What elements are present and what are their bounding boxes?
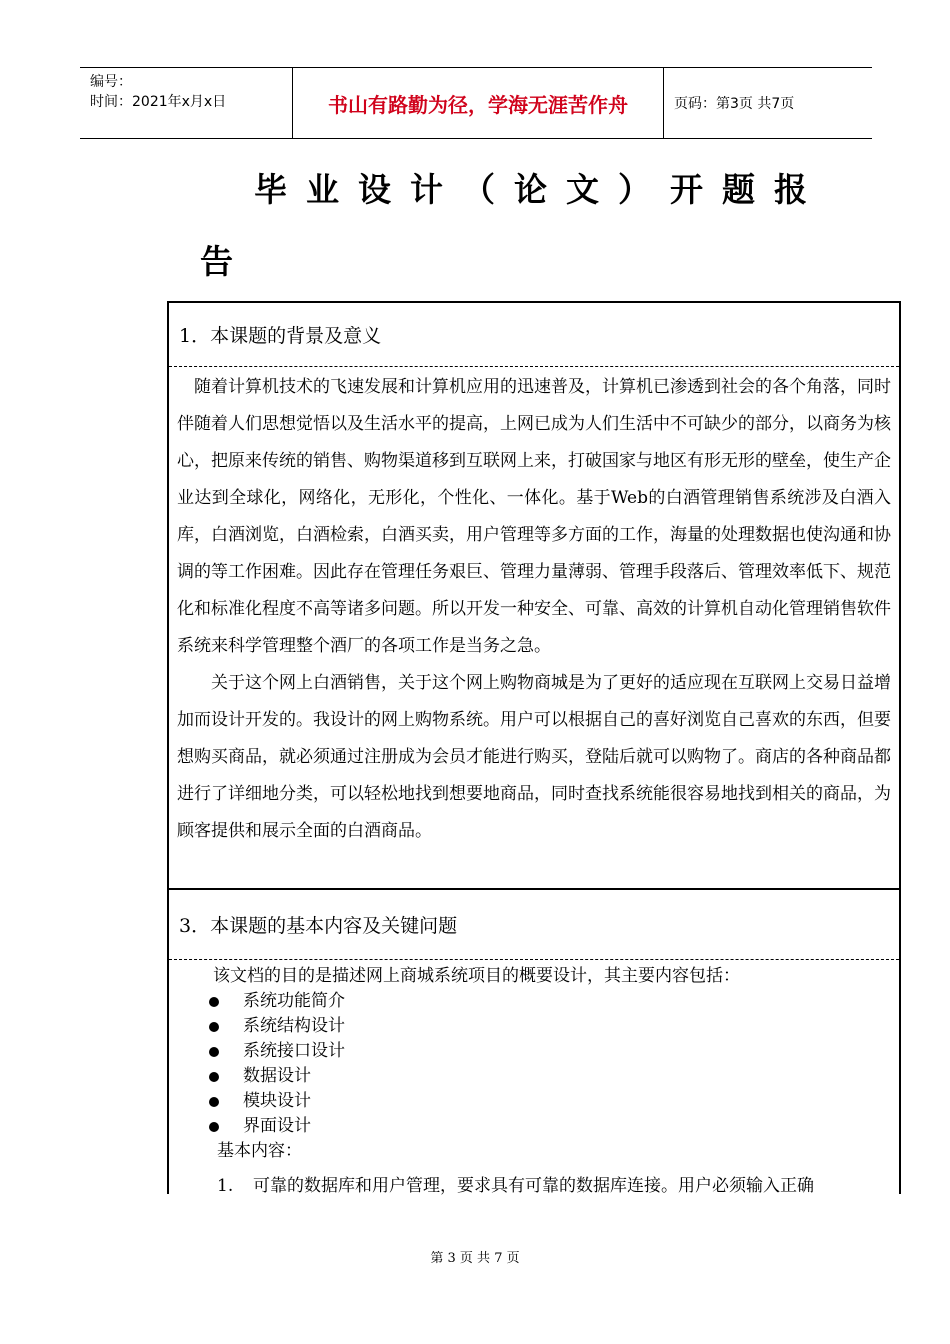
bullet-icon — [209, 1097, 219, 1107]
item-text: 可靠的数据库和用户管理，要求具有可靠的数据库连接。用户必须输入正确 — [253, 1176, 814, 1196]
list-item-label: 系统接口设计 — [243, 1041, 345, 1061]
bullet-icon — [209, 1122, 219, 1132]
section3-intro: 该文档的目的是描述网上商城系统项目的概要设计，其主要内容包括： — [213, 966, 740, 986]
section1-paragraph: 随着计算机技术的飞速发展和计算机应用的迅速普及，计算机已渗透到社会的各个角落，同时伴随着人们思想觉悟以及生活水平的提高，上网已成为人们生活中不可缺少的部分，以商务为核心，把原来传统的销售、购物渠道移到互联网上来，打破国家与地区有形无形的壁垒，使生产企业达到全球化，网络化，无形化，个性化、一体化。基于Web的白酒管理销售系统涉及白酒入库，白酒浏览，白酒检索，白酒买卖，用户管理等多方面的工作，海量的处理数据也使沟通和协调的等工作困难。因此存在管理任务艰巨、管理力量薄弱、管理手段落后、管理效率低下、规范化和标准化程度不高等诸多问题。所以开发一种安全、可靠、高效的计算机自动化管理销售软件系统来科学管理整个酒厂的各项工作是当务之急。 — [177, 377, 891, 656]
section3-heading: 3．本课题的基本内容及关键问题 — [169, 890, 899, 960]
list-item — [169, 1014, 899, 1039]
bullet-icon — [209, 997, 219, 1007]
report-table — [167, 301, 901, 1194]
page-title: 毕业设计（论文）开题报 — [254, 170, 826, 209]
list-item-label: 模块设计 — [243, 1091, 311, 1111]
header-table — [80, 67, 872, 139]
list-item — [169, 1089, 899, 1114]
item-number: 1. — [217, 1176, 234, 1196]
section1-paragraph: 关于这个网上白酒销售，关于这个网上购物商城是为了更好的适应现在互联网上交易日益增加而设计开发的。我设计的网上购物系统。用户可以根据自己的喜好浏览自己喜欢的东西，但要想购买商品，就必须通过注册成为会员才能进行购买，登陆后就可以购物了。商店的各种商品都进行了详细地分类，可以轻松地找到想要地商品，同时查找系统能很容易地找到相关的商品，为顾客提供和展示全面的白酒商品。 — [177, 673, 891, 841]
motto: 书山有路勤为径，学海无涯苦作舟 — [292, 68, 664, 138]
section1-body — [169, 367, 899, 890]
bullet-icon — [209, 1072, 219, 1082]
list-item-label: 系统结构设计 — [243, 1016, 345, 1036]
list-item-label: 系统功能简介 — [243, 991, 345, 1011]
list-item-label: 数据设计 — [243, 1066, 311, 1086]
basic-content-label: 基本内容： — [217, 1141, 302, 1161]
code-label: 编号： — [90, 74, 132, 90]
page-title-continued: 告 — [200, 242, 233, 281]
list-item — [169, 989, 899, 1014]
bullet-icon — [209, 1022, 219, 1032]
list-item — [169, 1114, 899, 1139]
list-item — [169, 1064, 899, 1089]
section3-body — [169, 960, 899, 1199]
bullet-icon — [209, 1047, 219, 1057]
header-left-cell — [80, 68, 292, 138]
page-footer: 第 3 页 共 7 页 — [430, 1251, 520, 1266]
numbered-item — [169, 1174, 899, 1199]
section1-heading: 1．本课题的背景及意义 — [169, 303, 899, 367]
list-item — [169, 1039, 899, 1064]
page-info: 页码：第3页 共7页 — [674, 96, 795, 112]
list-item-label: 界面设计 — [243, 1116, 311, 1136]
date-line: 时间：2021年x月x日 — [90, 94, 227, 110]
